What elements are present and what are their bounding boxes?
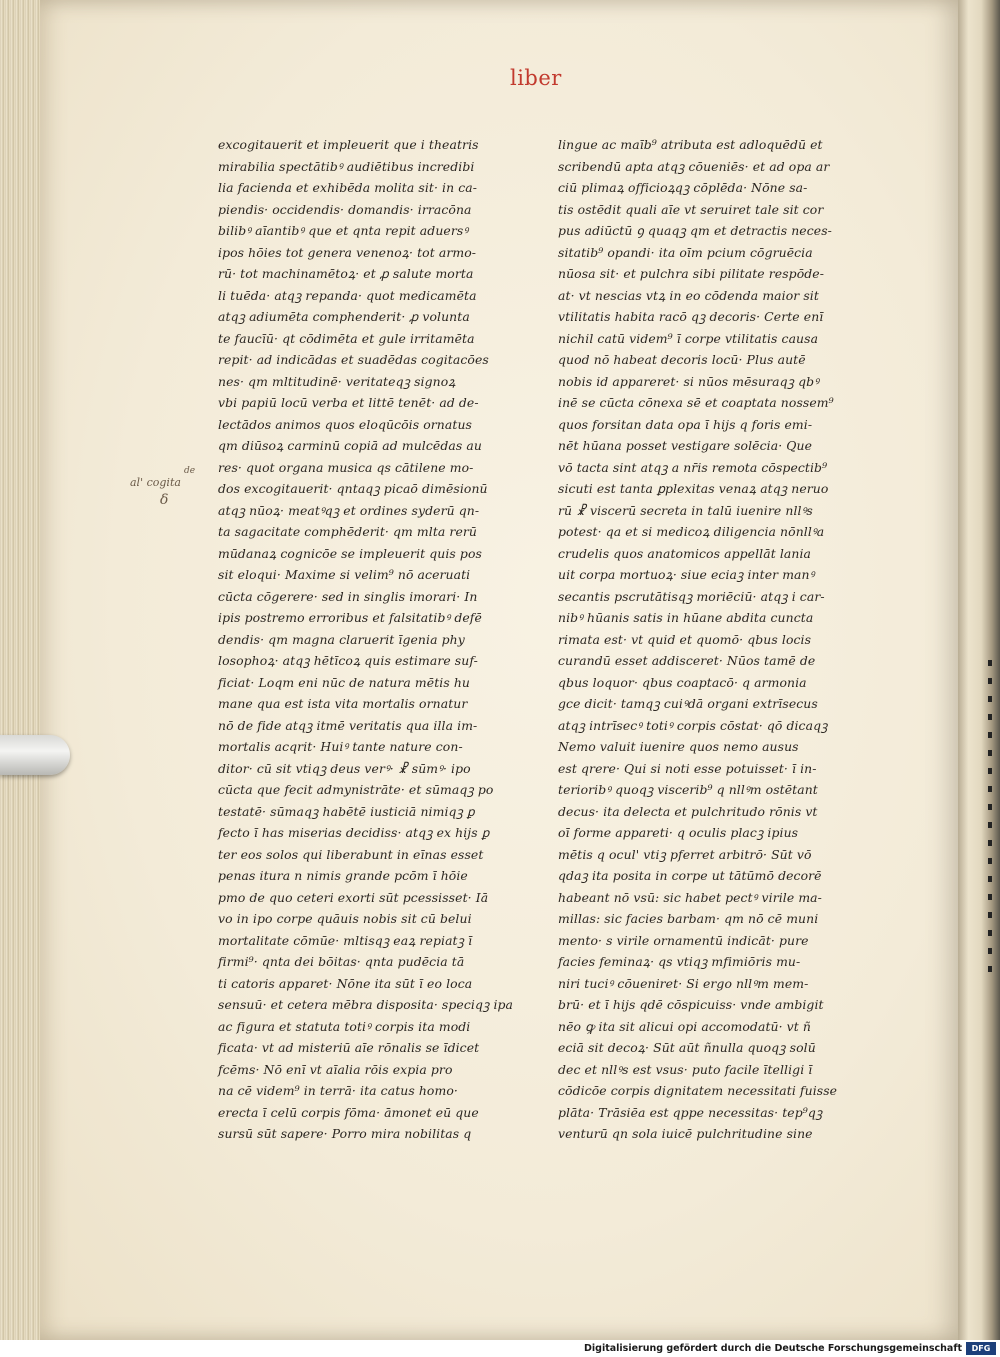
text-line: vtilitatis habita racō qꝫ decoris· Certe enī	[558, 309, 824, 324]
text-line: mūdanaꝝ cognicōe se impleuerit quis pos	[218, 545, 482, 561]
text-line: dos excogitauerit· qntaqꝫ picaō dimēsionū	[218, 481, 488, 496]
text-line: mētis q ocul' vtiꝫ pferret arbitrō· Sūt vō	[558, 846, 812, 862]
text-line: nēt hūana posset vestigare solēcia· Que	[558, 438, 813, 453]
margin-annotation-superscript: de	[184, 466, 196, 476]
text-line: sit eloqui· Maxime si velim⁹ nō aceruati	[218, 567, 471, 582]
text-line: uit corpa mortuoꝝ· siue eciaꝫ inter manꝰ	[558, 567, 815, 582]
text-line: sursū sūt sapere· Porro mira nobilitas q	[218, 1126, 472, 1141]
page-clip	[0, 735, 70, 775]
text-line: ditor· cū sit vtiqꝫ deus verꝰ· ☧ sūmꝰ· ipo	[218, 760, 471, 776]
text-line: qdaꝫ ita posita in corpe ut tātūmō decorē	[558, 868, 822, 883]
text-line: fcēms· Nō enī vt aīalia rōis expia pro	[218, 1061, 453, 1077]
text-line: plāta· Trāsiēa est qppe necessitas· tep⁹qꝫ	[558, 1104, 823, 1120]
text-line: vō tacta sint atqꝫ a nr̄is remota cōspectib⁹	[558, 459, 828, 475]
text-line: ipos hōies tot genera venenoꝝ· tot armo-	[218, 244, 477, 260]
text-line: te faucīū· qt cōdimēta et gule irritamēta	[218, 330, 475, 346]
text-line: oī forme appareti· q oculis placꝫ ipius	[558, 825, 799, 840]
text-line: excogitauerit et impleuerit que i theatris	[218, 137, 479, 152]
text-line: terioribꝰ quoqꝫ viscerib⁹ q nllꝰm ostētant	[558, 782, 818, 797]
text-line: pmo de quo ceteri exorti sūt pcessisset· Iā	[218, 889, 489, 905]
text-line: atqꝫ intrīsecꝰ totiꝰ corpis cōstat· qō dicaqꝫ	[558, 717, 828, 733]
text-line: Nemo valuit iuenire quos nemo ausus	[558, 739, 799, 754]
text-line: ti catoris apparet· Nōne ita sūt ī eo loca	[218, 975, 473, 991]
text-line: nēo ꝙ ita sit alicui opi accomodatū· vt ñ	[558, 1018, 811, 1034]
text-column-left	[218, 134, 514, 1145]
text-line: venturū qn sola iuicē pulchritudine sine	[558, 1126, 813, 1141]
text-line: mortalitate cōmūe· mltisqꝫ eaꝝ repiatꝫ ī	[218, 932, 473, 948]
text-line: nō de fide atqꝫ itmē veritatis qua illa im-	[218, 717, 478, 733]
text-line: at· vt nescias vtꝝ in eo cōdenda maior sit	[558, 287, 819, 303]
text-line: rimata est· vt quid et quomō· qbus locis	[558, 631, 812, 647]
text-line: lia facienda et exhibēda molita sit· in ca-	[218, 180, 478, 195]
text-line: ac figura et statuta totiꝰ corpis ita modi	[218, 1018, 471, 1034]
text-line: na cē videm⁹ in terrā· ita catus homo·	[218, 1083, 458, 1098]
margin-annotation-tail: δ	[160, 492, 169, 508]
text-line: quod nō habeat decoris locū· Plus autē	[558, 352, 806, 367]
text-line: dec et nllꝰs est vsus· puto facile ītelligi ī	[558, 1061, 813, 1077]
text-line: atqꝫ adiumēta comphenderit· ꝓ volunta	[218, 309, 470, 324]
text-line: lectādos animos quos eloqūcōis ornatus	[218, 416, 472, 432]
text-line: atqꝫ nūoꝝ· meatꝰqꝫ et ordines syderū qn-	[218, 502, 480, 518]
text-line: erecta ī celū corpis fōma· āmonet eū que	[218, 1104, 479, 1120]
text-line: nes· qm mltitudinē· veritateqꝫ signoꝝ	[218, 373, 456, 389]
text-line: repit· ad indicādas et suadēdas cogitacōes	[218, 352, 489, 367]
text-line: piendis· occidendis· domandis· irracōna	[218, 201, 472, 217]
right-page-edges	[958, 0, 1000, 1340]
text-line: sensuū· et cetera mēbra disposita· speciqꝫ ipa	[218, 997, 514, 1012]
text-line: potest· qa et si medicoꝝ diligencia nōnllꝰa	[558, 524, 825, 539]
text-line: ter eos solos qui liberabunt in eīnas esset	[218, 846, 484, 862]
text-line: brū· et ī hijs qdē cōspicuiss· vnde ambigit	[558, 997, 824, 1012]
text-line: niri tuciꝰ cōueniret· Si ergo nllꝰm mem-	[558, 975, 809, 991]
text-line: firmi⁹· qnta dei bōitas· qnta pudēcia tā	[218, 954, 465, 969]
text-line: rū· tot machinamētoꝝ· et ꝓ salute morta	[218, 266, 474, 281]
text-line: mortalis acqrit· Huiꝰ tante nature con-	[218, 739, 463, 754]
text-line: nobis id appareret· si nūos mēsuraqꝫ qbꝰ	[558, 373, 819, 389]
left-page-edges	[0, 0, 44, 1340]
text-line: quos forsitan data opa ī hijs q foris emi-	[558, 416, 813, 432]
text-line: crudelis quos anatomicos appellāt lania	[558, 545, 811, 561]
text-line: millas: sic facies barbam· qm nō cē muni	[558, 911, 819, 926]
text-line: dendis· qm magna claruerit īgenia phy	[218, 631, 465, 647]
text-line: eciā sit decoꝝ· Sūt aūt ñnulla quoqꝫ solū	[558, 1040, 816, 1055]
text-line: qbus loquor· qbus coaptacō· q armonia	[558, 674, 807, 690]
text-line: mirabilia spectātibꝰ audiētibus incredibi	[218, 158, 475, 174]
text-line: est qrere· Qui si noti esse potuisset· ī in-	[558, 760, 817, 776]
text-line: cōdicōe corpis dignitatem necessitati fuisse	[558, 1083, 838, 1098]
dfg-logo[interactable]: DFG	[966, 1342, 996, 1355]
text-line: losophoꝝ· atqꝫ hētīcoꝝ quis estimare suf-	[218, 653, 478, 668]
text-line: cūcta que fecit admynistrāte· et sūmaqꝫ po	[218, 782, 494, 797]
text-line: li tuēda· atqꝫ repanda· quot medicamēta	[218, 287, 477, 303]
running-header: liber	[510, 66, 562, 90]
text-column-right	[558, 134, 838, 1145]
footer-bar	[0, 1340, 1000, 1357]
text-line: habeant nō vsū: sic habet pectꝰ virile ma-	[558, 889, 822, 905]
margin-annotation	[130, 466, 196, 508]
text-line: nūosa sit· et pulchra sibi pilitate respōde-	[558, 266, 825, 281]
text-line: res· quot organa musica qs cātilene mo-	[218, 459, 474, 475]
text-line: qm diūsoꝝ carminū copiā ad mulcēdas au	[218, 438, 482, 453]
text-line: ciū plimaꝝ officioꝝqꝫ cōplēda· Nōne sa-	[558, 180, 808, 195]
footer-credit[interactable]: Digitalisierung gefördert durch die Deutsche Forschungsgemeinschaft	[584, 1343, 962, 1354]
text-line: inē se cūcta cōnexa sē et coaptata nossem⁹	[558, 395, 834, 410]
text-line: curandū esset addisceret· Nūos tamē de	[558, 653, 816, 668]
text-line: mento· s virile ornamentū indicāt· pure	[558, 932, 809, 948]
text-line: ficata· vt ad misteriū aīe rōnalis se īdicet	[218, 1040, 480, 1055]
text-line: facies feminaꝝ· qs vtiqꝫ mfimiōris mu-	[558, 954, 801, 969]
text-line: sitatib⁹ opandi· ita oīm pcium cōgruēcia	[558, 244, 813, 260]
text-line: gce dicit· tamqꝫ cuiꝰdā organi extrīsecus	[558, 696, 818, 711]
text-line: cūcta cōgerere· sed in singlis imorari· In	[218, 588, 478, 604]
text-line: bilibꝰ aīantibꝰ que et qnta repit aduersꝰ	[218, 223, 469, 238]
text-line: mane qua est ista vita mortalis ornatur	[218, 696, 468, 711]
text-line: lingue ac maīb⁹ atributa est adloquēdū et	[558, 137, 823, 152]
text-line: ipis postremo erroribus et falsitatibꝰ defē	[218, 610, 482, 625]
text-line: tis ostēdit quali aīe vt seruiret tale sit cor	[558, 201, 824, 217]
text-line: ta sagacitate comphēderit· qm mlta rerū	[218, 524, 477, 539]
text-line: nichil catū videm⁹ ī corpe vtilitatis causa	[558, 330, 819, 346]
text-line: pus adiūctū ꝯ quaqꝫ qm et detractis neces-	[558, 223, 832, 238]
text-line: vo in ipo corpe quāuis nobis sit cū belui	[218, 911, 472, 926]
text-line: rū ☧ viscerū secreta in talū iuenire nllꝰs	[558, 502, 813, 518]
text-line: penas itura n nimis grande pcōm ī hōie	[218, 868, 468, 883]
margin-annotation-text: al' cogita	[130, 476, 181, 489]
text-line: sicuti est tanta ꝑplexitas venaꝝ atqꝫ neruo	[558, 481, 829, 496]
text-line: vbi papiū locū verba et littē tenēt· ad de-	[218, 395, 479, 410]
text-line: testatē· sūmaqꝫ habētē iusticiā nimiqꝫ ꝑ	[218, 803, 475, 819]
text-line: fecto ī has miserias decidiss· atqꝫ ex hijs ꝑ	[218, 825, 490, 840]
text-line: decus· ita delecta et pulchritudo rōnis vt	[558, 803, 818, 819]
text-line: scribendū apta atqꝫ cōueniēs· et ad opa ar	[558, 158, 830, 174]
text-line: secantis pscrutātisqꝫ moriēciū· atqꝫ i car-	[558, 588, 825, 604]
text-line: ficiat· Loqm eni nūc de natura mētis hu	[218, 674, 471, 690]
text-line: nibꝰ hūanis satis in hūane abdita cuncta	[558, 610, 814, 625]
